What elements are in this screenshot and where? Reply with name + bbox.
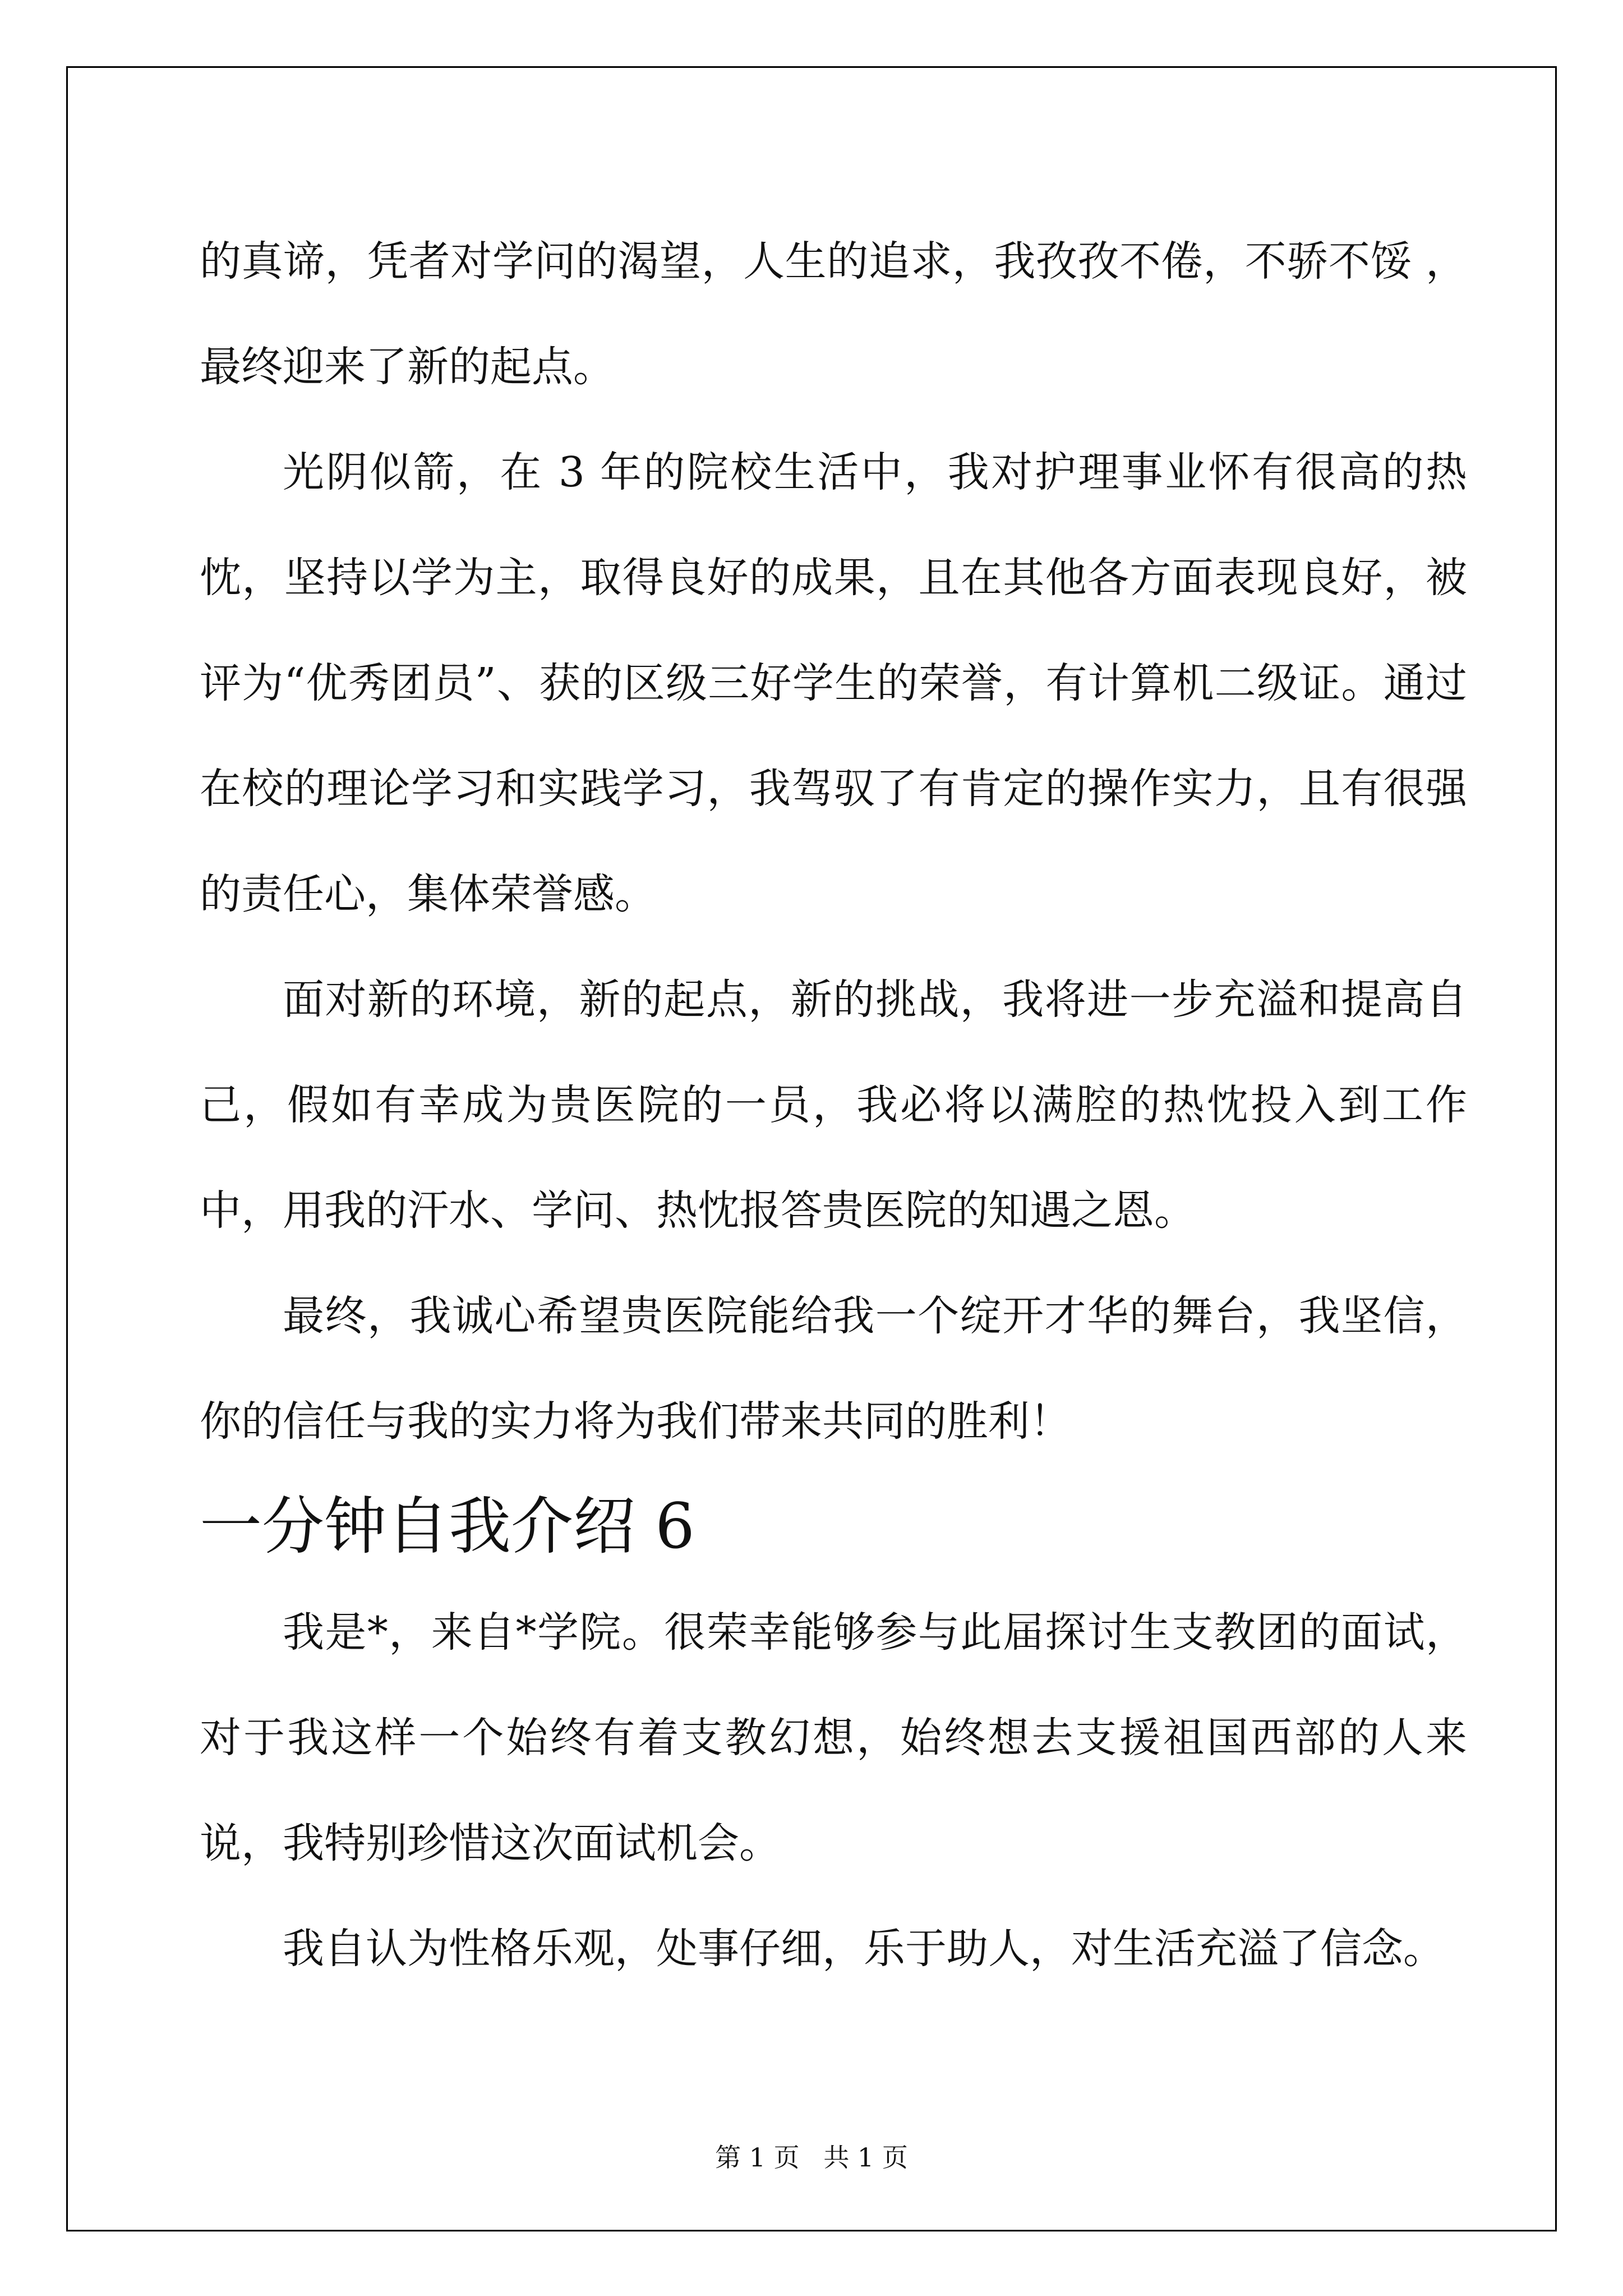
page-total: 共 1 页	[823, 2142, 908, 2173]
paragraph: 的真谛，凭者对学问的渴望，人生的追求，我孜孜不倦，不骄不馁 ，最终迎来了新的起点。	[200, 237, 1467, 391]
document-body	[200, 209, 1467, 2001]
paragraph: 最终，我诚心希望贵医院能给我一个绽开才华的舞台，我坚信，你的信任与我的实力将为我们带来共同的胜利！	[200, 1292, 1467, 1446]
page-footer	[0, 2137, 1623, 2174]
paragraph: 光阴似箭，在 3 年的院校生活中，我对护理事业怀有很高的热忱，坚持以学为主，取得良好的成果，且在其他各方面表现良好，被评为“优秀团员”、获的区级三好学生的荣誉，有计算机二级证。通过在校的理论学习和实践学习，我驾驭了有肯定的操作实力，且有很强的责任心，集体荣誉感。	[200, 448, 1467, 918]
paragraph: 面对新的环境，新的起点，新的挑战，我将进一步充溢和提高自己，假如有幸成为贵医院的一员，我必将以满腔的热忱投入到工作中，用我的汗水、学问、热忱报答贵医院的知遇之恩。	[200, 976, 1467, 1235]
paragraph: 我自认为性格乐观，处事仔细，乐于助人，对生活充溢了信念。	[283, 1925, 1445, 1973]
section-heading: 一分钟自我介绍 6	[200, 1490, 695, 1563]
page-number: 第 1 页	[715, 2142, 800, 2173]
paragraph: 我是*，来自*学院。很荣幸能够参与此届探讨生支教团的面试，对于我这样一个始终有着支教幻想，始终想去支援祖国西部的人来说，我特别珍惜这次面试机会。	[200, 1608, 1467, 1867]
